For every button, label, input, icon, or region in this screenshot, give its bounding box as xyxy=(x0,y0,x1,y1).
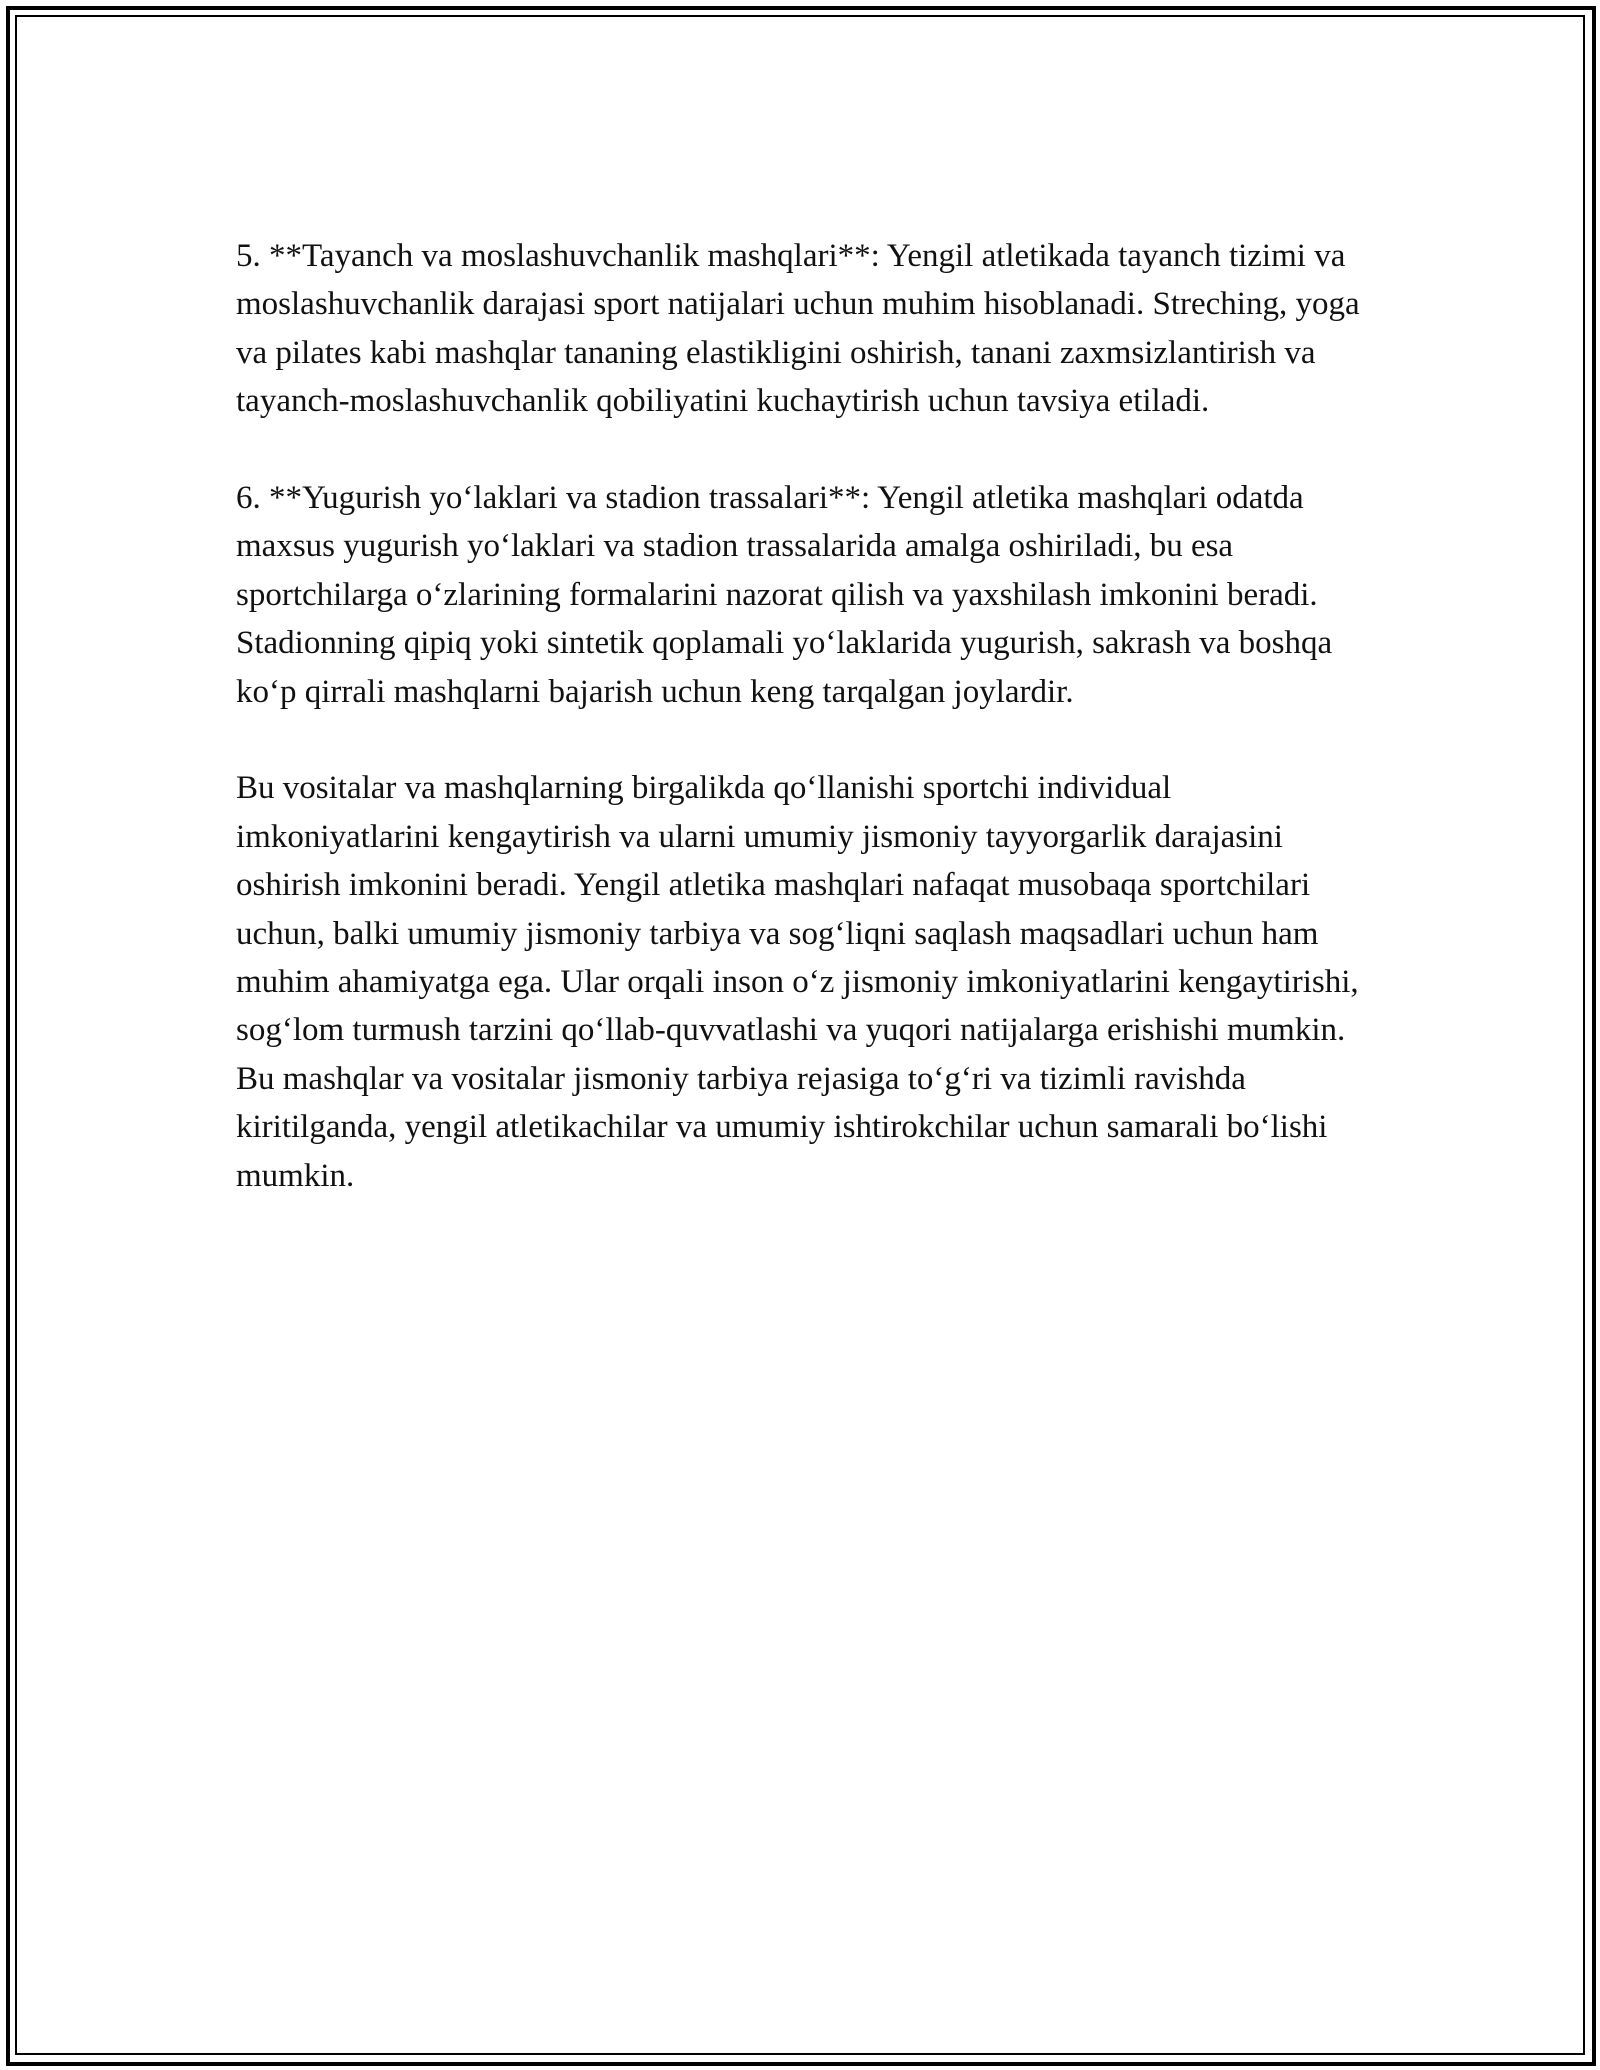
paragraph-item-6: 6. **Yugurish yo‘laklari va stadion trassalari**: Yengil atletika mashqlari odatda maxsus yugurish yo‘laklari va stadion trassalarida amalga oshiriladi, bu esa sportchilarga o‘zlarining formalarini nazorat qilish va yaxshilash imkonini beradi. Stadionning qipiq yoki sintetik qoplamali yo‘laklarida yugurish, sakrash va boshqa ko‘p qirrali mashqlarni bajarish uchun keng tarqalgan joylardir. xyxy=(236,480,1333,710)
paragraph-conclusion: Bu vositalar va mashqlarning birgalikda qo‘llanishi sportchi individual imkoniyatlarini kengaytirish va ularni umumiy jismoniy tayyorgarlik darajasini oshirish imkonini beradi. Yengil atletika mashqlari nafaqat musobaqa sportchilari uchun, balki umumiy jismoniy tarbiya va sog‘liqni saqlash maqsadlari uchun ham muhim ahamiyatga ega. Ular orqali inson o‘z jismoniy imkoniyatlarini kengaytirishi, sog‘lom turmush tarzini qo‘llab-quvvatlashi va yuqori natijalarga erishishi mumkin. Bu mashqlar va vositalar jismoniy tarbiya rejasiga to‘g‘ri va tizimli ravishda kiritilganda, yengil atletikachilar va umumiy ishtirokchilar uchun samarali bo‘lishi mumkin. xyxy=(236,770,1359,1194)
document-body xyxy=(236,232,1376,1248)
paragraph-item-5: 5. **Tayanch va moslashuvchanlik mashqlari**: Yengil atletikada tayanch tizimi va moslashuvchanlik darajasi sport natijalari uchun muhim hisoblanadi. Streching, yoga va pilates kabi mashqlar tananing elastikligini oshirish, tanani zaxmsizlantirish va tayanch-moslashuvchanlik qobiliyatini kuchaytirish uchun tavsiya etiladi. xyxy=(236,238,1360,420)
